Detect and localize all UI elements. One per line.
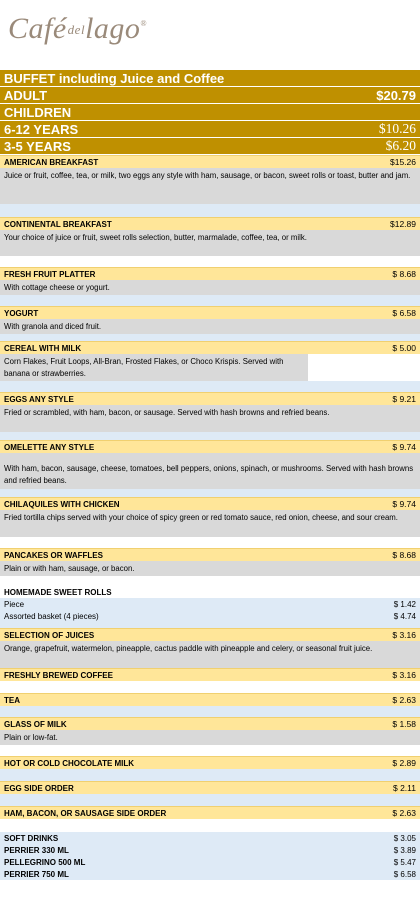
yogurt: YOGURT $ 6.58 [0,306,420,319]
eggs-desc: Fried or scrambled, with ham, bacon, or sausage. Served with hash browns and refried beans. [0,405,420,432]
soft-drinks: SOFT DRINKS $ 3.05 [0,832,420,844]
logo-wordmark: Cafédellago® [8,12,147,45]
pancakes-desc: Plain or with ham, sausage, or bacon. [0,561,420,576]
omelette-desc: With ham, bacon, sausage, cheese, tomatoes, bell peppers, onions, spinach, or mushrooms. Served with hash browns and refried beans. [0,453,420,489]
continental-breakfast: CONTINENTAL BREAKFAST $12.89 [0,217,420,230]
glass-of-milk: GLASS OF MILK $ 1.58 [0,717,420,730]
sweet-roll-piece: Piece $ 1.42 [0,598,420,610]
omelette-any-style: OMELETTE ANY STYLE $ 9.74 [0,440,420,453]
egg-side-order: EGG SIDE ORDER $ 2.11 [0,781,420,794]
freshly-brewed-coffee: FRESHLY BREWED COFFEE $ 3.16 [0,668,420,681]
buffet-6-12: 6-12 YEARS $10.26 [0,121,420,138]
perrier-330: PERRIER 330 ML $ 3.89 [0,844,420,856]
continental-breakfast-desc: Your choice of juice or fruit, sweet rolls selection, butter, marmalade, coffee, tea, or milk. [0,230,420,256]
pellegrino-500: PELLEGRINO 500 ML $ 5.47 [0,856,420,868]
american-breakfast-desc: Juice or fruit, coffee, tea, or milk, two eggs any style with ham, sausage, or bacon, sweet rolls or toast, butter and jam. [0,168,420,204]
sweet-roll-basket: Assorted basket (4 pieces) $ 4.74 [0,610,420,622]
perrier-750: PERRIER 750 ML $ 6.58 [0,868,420,880]
eggs-any-style: EGGS ANY STYLE $ 9.21 [0,392,420,405]
cereal-desc: Corn Flakes, Fruit Loops, All-Bran, Frosted Flakes, or Choco Krispis. Served with banana or strawberries. [0,354,308,381]
buffet-3-5: 3-5 YEARS $6.20 [0,138,420,155]
tea: TEA $ 2.63 [0,693,420,706]
buffet-header: BUFFET including Juice and Coffee [0,70,420,87]
chilaquiles-desc: Fried tortilla chips served with your choice of spicy green or red tomato sauce, red onion, cheese, and sour cream. [0,510,420,537]
chilaquiles-with-chicken: CHILAQUILES WITH CHICKEN $ 9.74 [0,497,420,510]
fresh-fruit-desc: With cottage cheese or yogurt. [0,280,420,295]
yogurt-desc: With granola and diced fruit. [0,319,420,334]
milk-desc: Plain or low-fat. [0,730,420,745]
meat-side-order: HAM, BACON, OR SAUSAGE SIDE ORDER $ 2.63 [0,806,420,819]
buffet-adult: ADULT $20.79 [0,87,420,104]
pancakes-or-waffles: PANCAKES OR WAFFLES $ 8.68 [0,548,420,561]
american-breakfast: AMERICAN BREAKFAST $15.26 [0,155,420,168]
buffet-children: CHILDREN [0,104,420,121]
selection-of-juices: SELECTION OF JUICES $ 3.16 [0,628,420,641]
homemade-sweet-rolls: HOMEMADE SWEET ROLLS [0,586,420,598]
fresh-fruit-platter: FRESH FRUIT PLATTER $ 8.68 [0,267,420,280]
cereal-with-milk: CEREAL WITH MILK $ 5.00 [0,341,420,354]
logo [0,0,420,70]
juices-desc: Orange, grapefruit, watermelon, pineapple, cactus paddle with pineapple and celery, or seasonal fruit juice. [0,641,420,668]
hot-or-cold-chocolate: HOT OR COLD CHOCOLATE MILK $ 2.89 [0,756,420,769]
